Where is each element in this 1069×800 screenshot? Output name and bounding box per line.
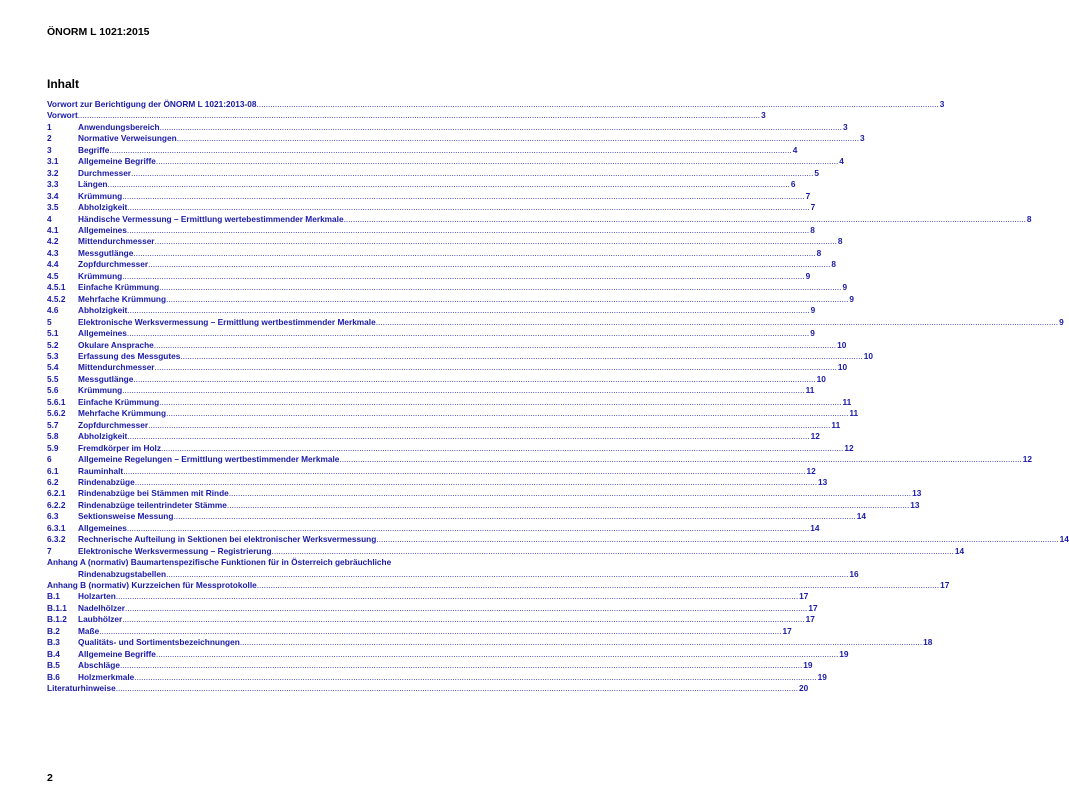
toc-entry-number: 5.7 <box>47 419 59 430</box>
toc-leader-dots <box>127 202 809 213</box>
toc-leader-dots <box>154 340 836 351</box>
toc-entry-title: Vorwort <box>47 110 78 121</box>
toc-entry-page: 12 <box>1022 454 1032 465</box>
toc-entry[interactable] <box>47 293 855 305</box>
toc-entry-title: Allgemeines <box>78 224 127 235</box>
toc-entry-number: 5.9 <box>47 442 59 453</box>
toc-entry-number: 4.5.1 <box>47 282 66 293</box>
toc-entry[interactable] <box>47 683 809 694</box>
toc-entry-page: 8 <box>831 259 837 270</box>
toc-entry-page: 13 <box>818 476 828 487</box>
toc-entry-page: 12 <box>844 442 854 453</box>
toc-entry[interactable] <box>47 224 815 236</box>
toc-entry[interactable] <box>47 591 809 602</box>
toc-entry-page: 11 <box>842 396 852 407</box>
toc-entry[interactable] <box>47 511 867 522</box>
toc-entry-title: Zopfdurchmesser <box>78 419 149 430</box>
toc-entry-number: 4.4 <box>47 259 59 270</box>
toc-entry-title: Allgemeine Regelungen – Ermittlung wertbestimmender Merkmale <box>78 454 340 465</box>
toc-entry-page: 8 <box>837 236 843 247</box>
toc-entry-title: Abholzigkeit <box>78 305 128 316</box>
toc-entry-number: 1 <box>47 121 52 132</box>
toc-entry[interactable] <box>47 259 837 270</box>
toc-entry-title: Krümmung <box>78 270 123 281</box>
toc-entry-number: B.6 <box>47 671 60 682</box>
toc-entry-page: 13 <box>912 488 922 499</box>
toc-leader-dots <box>133 248 815 259</box>
toc-leader-dots <box>156 649 838 660</box>
toc-entry-number: B.1 <box>47 591 60 602</box>
toc-entry-number: 4 <box>47 213 52 224</box>
toc-entry[interactable] <box>47 580 950 591</box>
toc-entry[interactable] <box>47 144 798 156</box>
toc-entry-number: 4.5 <box>47 270 59 281</box>
toc-leader-dots <box>127 225 809 236</box>
toc-entry-title: Maße <box>78 625 100 636</box>
toc-entry[interactable] <box>47 625 792 637</box>
toc-leader-dots <box>166 408 848 419</box>
toc-entry-page: 7 <box>805 190 811 201</box>
toc-entry-number: B.4 <box>47 648 60 659</box>
toc-entry-number: 3.4 <box>47 190 59 201</box>
toc-entry-title: Anhang A (normativ) Baumartenspezifische Funktionen für in Österreich gebräuchliche <box>47 557 392 568</box>
toc-entry[interactable] <box>47 167 819 179</box>
toc-entry[interactable] <box>47 316 1064 328</box>
toc-entry[interactable] <box>47 282 848 293</box>
toc-entry-page: 3 <box>860 133 865 144</box>
toc-entry-page: 14 <box>856 511 867 522</box>
toc-entry[interactable] <box>47 637 933 648</box>
toc-leader-dots <box>134 672 816 683</box>
toc-entry-number: 5.6.1 <box>47 396 66 407</box>
toc-entry[interactable] <box>47 190 811 202</box>
toc-entry-number: B.3 <box>47 637 60 648</box>
toc-entry-page: 9 <box>805 270 811 281</box>
toc-entry-number: 5.8 <box>47 431 59 442</box>
toc-entry-title: Abholzigkeit <box>78 202 128 213</box>
toc-leader-dots <box>256 99 938 110</box>
toc-entry-page: 9 <box>810 305 816 316</box>
toc-entry-page: 12 <box>810 431 820 442</box>
toc-entry-title: Elektronische Werksvermessung – Registrierung <box>78 545 272 556</box>
toc-leader-dots <box>78 110 760 121</box>
toc-entry[interactable] <box>47 568 859 580</box>
toc-entry[interactable] <box>47 660 813 671</box>
toc-leader-dots <box>127 328 809 339</box>
toc-entry-page: 5 <box>814 167 819 178</box>
toc-entry-title: Elektronische Werksvermessung – Ermittlung wertbestimmender Merkmale <box>78 316 376 327</box>
toc-entry-title: Zopfdurchmesser <box>78 259 149 270</box>
toc-entry[interactable] <box>47 305 816 316</box>
toc-entry-number: 7 <box>47 545 52 556</box>
toc-leader-dots <box>227 500 909 511</box>
toc-leader-dots <box>99 626 781 637</box>
toc-entry-title: Normative Verweisungen <box>78 133 177 144</box>
toc-entry[interactable] <box>47 121 848 133</box>
toc-entry[interactable] <box>47 339 847 351</box>
toc-entry-page: 17 <box>782 625 792 636</box>
toc-entry-title: Händische Vermessung – Ermittlung wertebestimmender Merkmale <box>78 213 344 224</box>
toc-entry-page: 9 <box>810 328 815 339</box>
toc-entry-title: Rechnerische Aufteilung in Sektionen bei elektronischer Werksvermessung <box>78 534 377 545</box>
toc-entry-number: 4.6 <box>47 305 59 316</box>
toc-entry[interactable] <box>47 179 796 190</box>
toc-leader-dots <box>116 683 798 694</box>
toc-entry-number: 6.2.2 <box>47 499 66 510</box>
toc-entry-title: Längen <box>78 179 108 190</box>
toc-entry[interactable] <box>47 488 922 499</box>
toc-entry-number: 3.5 <box>47 202 59 213</box>
toc-entry-title: Allgemeine Begriffe <box>78 156 156 167</box>
toc-entry-number: 5.6.2 <box>47 408 66 419</box>
toc-entry-number: 3.3 <box>47 179 59 190</box>
toc-entry-title: Messgutlänge <box>78 247 134 258</box>
toc-entry-number: 6 <box>47 454 52 465</box>
toc-entry-title: Literaturhinweise <box>47 683 116 694</box>
toc-entry-page: 19 <box>839 648 849 659</box>
toc-entry-number: 6.3.2 <box>47 534 66 545</box>
toc-entry-page: 14 <box>1059 534 1069 545</box>
toc-entry-title: Fremdkörper im Holz <box>78 442 161 453</box>
toc-entry-number: 3 <box>47 144 52 155</box>
toc-entry-page: 7 <box>810 202 816 213</box>
toc-entry[interactable] <box>47 419 841 431</box>
toc-entry-page: 17 <box>940 580 950 591</box>
toc-entry-title: Einfache Krümmung <box>78 396 160 407</box>
toc-leader-dots <box>109 145 791 156</box>
toc-entry-page: 13 <box>910 499 920 510</box>
toc-entry-page: 8 <box>816 247 822 258</box>
toc-entry-title: Krümmung <box>78 385 123 396</box>
toc-leader-dots <box>156 156 838 167</box>
toc-entry-page: 17 <box>799 591 809 602</box>
toc-entry-title: Abholzigkeit <box>78 431 128 442</box>
toc-entry-page: 11 <box>805 385 815 396</box>
toc-entry-number: 4.3 <box>47 247 59 258</box>
toc-entry[interactable] <box>47 408 859 419</box>
toc-leader-dots <box>131 168 813 179</box>
toc-entry[interactable] <box>47 213 1032 225</box>
toc-entry[interactable] <box>47 522 820 534</box>
toc-entry-page: 10 <box>837 362 848 373</box>
toc-leader-dots <box>376 317 1058 328</box>
toc-leader-dots <box>177 133 859 144</box>
toc-entry-page: 3 <box>939 99 945 109</box>
toc-entry-number: 5.2 <box>47 339 59 350</box>
toc-entry-number: 5.4 <box>47 362 59 373</box>
toc-entry[interactable] <box>47 133 865 144</box>
toc-entry-number: 4.5.2 <box>47 293 66 304</box>
toc-entry-page: 19 <box>803 660 813 671</box>
toc-entry-number: 4.2 <box>47 236 59 247</box>
toc-entry-page: 11 <box>849 408 859 419</box>
toc-entry-page: 10 <box>816 373 826 384</box>
toc-entry-title: Holzmerkmale <box>78 671 135 682</box>
toc-entry-page: 19 <box>817 671 827 682</box>
toc-entry-number: 5.1 <box>47 328 59 339</box>
toc-leader-dots <box>120 660 802 671</box>
toc-entry-number: 6.3.1 <box>47 522 66 533</box>
toc-entry-number: 3.2 <box>47 167 59 178</box>
toc-entry-title: Rauminhalt <box>78 465 124 476</box>
toc-entry-title: Rindenabzüge teilentrindeter Stämme <box>78 499 227 510</box>
toc-leader-dots <box>173 511 855 522</box>
toc-entry-title: Mehrfache Krümmung <box>78 408 167 419</box>
toc-entry[interactable] <box>47 362 848 373</box>
toc-entry[interactable] <box>47 534 1069 545</box>
toc-leader-dots <box>155 236 837 247</box>
toc-entry-page: 12 <box>806 465 816 476</box>
toc-entry[interactable] <box>47 350 873 362</box>
toc-leader-dots <box>127 523 809 534</box>
toc-entry-title: Rindenabzüge bei Stämmen mit Rinde <box>78 488 229 499</box>
toc-leader-dots <box>257 580 939 591</box>
toc-leader-dots <box>148 420 830 431</box>
toc-leader-dots <box>133 374 815 385</box>
toc-leader-dots <box>123 466 805 477</box>
toc-entry-title: Allgemeine Begriffe <box>78 648 156 659</box>
toc-entry-title: Erfassung des Messgutes <box>78 350 181 361</box>
toc-entry-title: Laubhölzer <box>78 614 123 625</box>
toc-entry-title: Vorwort zur Berichtigung der ÖNORM L 1021:2013-08 <box>47 99 257 109</box>
toc-entry-number: 3.1 <box>47 156 59 167</box>
toc-entry-number: 2 <box>47 133 52 144</box>
toc-entry[interactable] <box>47 385 815 396</box>
toc-entry-page: 20 <box>799 683 809 694</box>
toc-entry[interactable] <box>47 202 816 213</box>
toc-entry-number: 6.2.1 <box>47 488 66 499</box>
toc-leader-dots <box>148 259 830 270</box>
toc-entry-number: 5.3 <box>47 350 59 361</box>
toc-leader-dots <box>108 179 790 190</box>
toc-entry-number: B.1.2 <box>47 614 67 625</box>
toc-leader-dots <box>166 569 848 580</box>
toc-entry-title: Einfache Krümmung <box>78 282 160 293</box>
toc-entry-page: 16 <box>849 568 859 579</box>
toc-entry[interactable] <box>47 614 815 625</box>
toc-leader-dots <box>161 443 843 454</box>
toc-entry-page: 17 <box>805 614 815 625</box>
toc-entry-page: 14 <box>954 545 965 556</box>
toc-entry[interactable] <box>47 156 844 167</box>
toc-entry[interactable] <box>47 442 854 454</box>
toc-entry[interactable] <box>47 454 1032 465</box>
toc-leader-dots <box>160 122 842 133</box>
toc-entry-title: Rindenabzugstabellen <box>78 568 167 579</box>
toc-entry-page: 18 <box>923 637 933 648</box>
toc-leader-dots <box>180 351 862 362</box>
toc-entry-page: 9 <box>842 282 848 293</box>
toc-entry[interactable] <box>47 648 849 660</box>
toc-entry-title: Mittendurchmesser <box>78 362 155 373</box>
table-of-contents <box>47 99 1069 695</box>
toc-entry[interactable] <box>47 671 827 683</box>
toc-entry-page: 14 <box>810 522 820 533</box>
toc-leader-dots <box>229 488 911 499</box>
toc-entry-title: Allgemeines <box>78 328 127 339</box>
toc-leader-dots <box>166 294 848 305</box>
toc-entry-title: Holzarten <box>78 591 116 602</box>
toc-entry[interactable] <box>47 557 504 568</box>
toc-entry-title: Sektionsweise Messung <box>78 511 174 522</box>
toc-entry-number: 6.2 <box>47 476 59 487</box>
toc-leader-dots <box>272 546 954 557</box>
toc-entry-number: 5.5 <box>47 373 59 384</box>
toc-leader-dots <box>159 282 841 293</box>
toc-entry-number: 5.6 <box>47 385 59 396</box>
document-header: ÖNORM L 1021:2015 <box>47 26 150 38</box>
toc-heading: Inhalt <box>47 77 79 91</box>
toc-entry-title: Abschläge <box>78 660 120 671</box>
toc-entry-page: 6 <box>790 179 796 190</box>
toc-entry[interactable] <box>47 328 815 339</box>
toc-entry-number: B.1.1 <box>47 602 67 613</box>
toc-entry-number: B.2 <box>47 625 60 636</box>
toc-entry-page: 8 <box>1026 213 1032 224</box>
toc-entry-page: 9 <box>1059 316 1064 327</box>
toc-entry[interactable] <box>47 373 826 385</box>
toc-entry[interactable] <box>47 476 828 488</box>
toc-entry-title: Anhang B (normativ) Kurzzeichen für Messprotokolle <box>47 580 257 591</box>
toc-entry[interactable] <box>47 499 920 511</box>
toc-entry-number: 6.1 <box>47 465 59 476</box>
toc-entry-number: 5 <box>47 316 52 327</box>
toc-entry[interactable] <box>47 602 818 614</box>
toc-entry-title: Okulare Ansprache <box>78 339 154 350</box>
toc-entry[interactable] <box>47 545 965 557</box>
toc-leader-dots <box>116 591 798 602</box>
toc-entry-title: Mehrfache Krümmung <box>78 293 167 304</box>
toc-entry-title: Nadelhölzer <box>78 602 126 613</box>
toc-leader-dots <box>135 477 817 488</box>
toc-leader-dots <box>159 397 841 408</box>
toc-leader-dots <box>240 637 922 648</box>
toc-leader-dots <box>122 191 804 202</box>
toc-entry[interactable] <box>47 99 945 110</box>
toc-entry-page: 10 <box>863 350 873 361</box>
toc-entry-page: 4 <box>839 156 844 167</box>
toc-entry-number: 6.3 <box>47 511 59 522</box>
toc-entry-page: 17 <box>808 602 818 613</box>
toc-leader-dots <box>122 614 804 625</box>
toc-leader-dots <box>122 271 804 282</box>
toc-entry-title: Messgutlänge <box>78 373 134 384</box>
toc-entry[interactable] <box>47 396 852 408</box>
toc-entry[interactable] <box>47 236 843 247</box>
toc-entry-page: 10 <box>837 339 847 350</box>
toc-entry-page: 8 <box>810 224 815 235</box>
toc-entry-title: Allgemeines <box>78 522 127 533</box>
toc-entry[interactable] <box>47 465 816 477</box>
toc-entry[interactable] <box>47 110 766 121</box>
toc-entry-title: Qualitäts- und Sortimentsbezeichnungen <box>78 637 240 648</box>
page-number: 2 <box>47 772 53 784</box>
toc-entry-page: 3 <box>842 121 848 132</box>
toc-entry-title: Durchmesser <box>78 167 132 178</box>
toc-entry-page: 4 <box>792 144 798 155</box>
toc-leader-dots <box>376 534 1058 545</box>
toc-leader-dots <box>344 214 1026 225</box>
toc-entry-title: Rindenabzüge <box>78 476 135 487</box>
toc-entry[interactable] <box>47 247 822 259</box>
toc-entry-title: Begriffe <box>78 144 110 155</box>
toc-entry[interactable] <box>47 431 820 442</box>
toc-leader-dots <box>122 385 804 396</box>
toc-entry-page: 3 <box>761 110 766 121</box>
toc-entry[interactable] <box>47 270 811 282</box>
toc-leader-dots <box>127 305 809 316</box>
toc-entry-page: 11 <box>831 419 841 430</box>
toc-entry-number: 4.1 <box>47 224 59 235</box>
toc-entry-title: Mittendurchmesser <box>78 236 155 247</box>
toc-leader-dots <box>339 454 1021 465</box>
toc-entry-title: Anwendungsbereich <box>78 121 160 132</box>
toc-leader-dots <box>125 603 807 614</box>
toc-entry-number: B.5 <box>47 660 60 671</box>
toc-entry-page: 9 <box>849 293 855 304</box>
toc-leader-dots <box>155 362 837 373</box>
toc-entry-title: Krümmung <box>78 190 123 201</box>
toc-leader-dots <box>127 431 809 442</box>
